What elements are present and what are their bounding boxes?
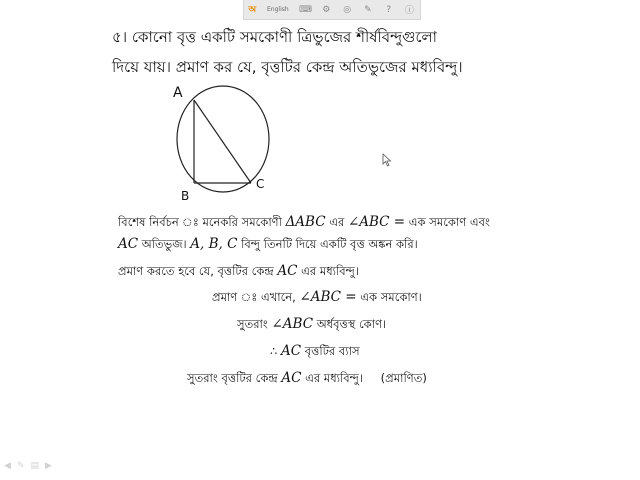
hypotenuse-ac [194, 100, 251, 183]
points-abc: A, B, C [190, 236, 238, 252]
hypotenuse-text: অতিভুজ। [141, 237, 187, 251]
hence-symbol: ∴ [270, 344, 278, 358]
problem-statement-line-2: দিয়ে যায়। প্রমাণ কর যে, বৃত্তটির কেন্দ্র অতিভুজের মধ্যবিন্দু। [112, 58, 463, 76]
prev-arrow-icon[interactable]: ◀ [4, 461, 11, 471]
therefore-label: সুতরাং [237, 317, 268, 331]
draw-circle-text: বিন্দু তিনটি দিয়ে একটি বৃত্ত অঙ্কন করি। [241, 237, 418, 251]
segment-ac-4: AC [281, 370, 302, 386]
slides-icon[interactable]: ▤ [30, 461, 39, 471]
proof-line-2 [237, 316, 386, 335]
conclusion-text: সুতরাং বৃত্তটির কেন্দ্র [187, 371, 278, 385]
angle-abc: ∠ABC = [347, 214, 406, 230]
conclusion-line [187, 370, 427, 389]
specific-statement-line-1 [118, 214, 490, 233]
settings-icon[interactable]: ⚙ [322, 4, 331, 15]
proved-text: (প্রমাণিত) [380, 371, 427, 385]
to-prove-text: প্রমাণ করতে হবে যে, বৃত্তটির কেন্দ্র [118, 264, 274, 278]
circumcircle [177, 86, 269, 192]
problem-statement-line-1: ৫। কোনো বৃত্ত একটি সমকোণী ত্রিভুজের শীর্ষবিন্দুগুলো [112, 28, 438, 46]
segment-ac-2: AC [277, 263, 298, 279]
vertex-label-c: C [256, 177, 265, 191]
vertex-label-b: B [181, 189, 190, 203]
one-right-angle: এক সমকোণ। [360, 290, 422, 304]
mouse-pointer-icon [382, 153, 392, 167]
segment-ac-3: AC [280, 343, 302, 359]
of-text: এর [329, 215, 345, 229]
segment-ac: AC [118, 236, 139, 252]
to-prove-line [118, 263, 359, 282]
language-selector[interactable]: English [267, 6, 289, 13]
next-arrow-icon[interactable]: ▶ [44, 461, 52, 471]
specific-label: বিশেষ নির্বচন ঃ মনেকরি সমকোণী [118, 215, 282, 229]
angle-abc-3: ∠ABC [271, 316, 314, 332]
specific-statement-line-2 [118, 236, 418, 255]
vertex-label-a: A [173, 85, 183, 101]
triangle-abc: ΔABC [285, 214, 326, 230]
proof-label: প্রমাণ ঃ এখানে, [212, 290, 296, 304]
diameter-text: বৃত্তটির ব্যাস [304, 344, 360, 358]
right-angle-and: এক সমকোণ এবং [408, 215, 490, 229]
help-icon[interactable]: ? [386, 4, 392, 15]
pen-icon[interactable]: ✎ [16, 461, 25, 471]
angle-abc-2: ∠ABC = [299, 289, 357, 305]
edit-icon[interactable]: ✎ [364, 4, 372, 15]
keyboard-icon[interactable]: ⌨ [299, 4, 312, 15]
semicircle-angle-text: অর্ধবৃত্তস্থ কোণ। [316, 317, 387, 331]
input-tool-toolbar [243, 0, 421, 20]
conclusion-midpoint: এর মধ্যবিন্দু। [305, 371, 364, 385]
keyboard-logo-icon[interactable]: অ [248, 5, 257, 15]
proof-line-3 [270, 343, 360, 362]
info-icon[interactable]: ⓘ [405, 6, 415, 16]
midpoint-text: এর মধ্যবিন্দু। [301, 264, 360, 278]
proof-line-1 [212, 289, 422, 308]
slide-nav-tools [4, 461, 52, 471]
globe-icon[interactable]: ◎ [343, 4, 352, 15]
